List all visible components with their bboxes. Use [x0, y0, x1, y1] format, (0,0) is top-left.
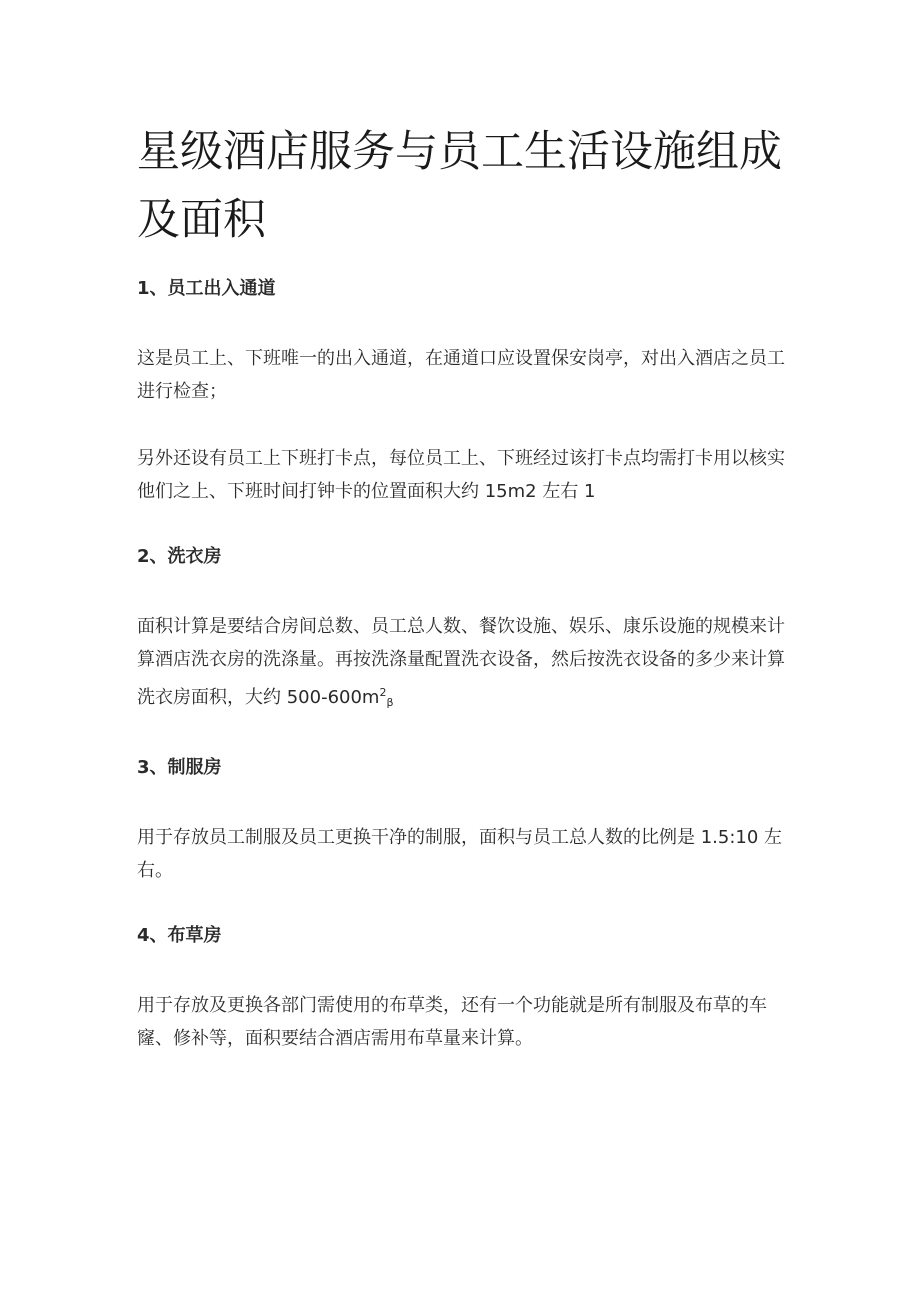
document-page: [137, 118, 787, 1089]
section-uniform-room: [137, 753, 787, 887]
section-laundry: [137, 542, 787, 719]
paragraph: [137, 610, 787, 719]
paragraph: 用于存放员工制服及员工更换干净的制服，面积与员工总人数的比例是 1.5:10 左右。: [137, 827, 783, 881]
section-heading: 3、制服房: [137, 757, 222, 778]
paragraph: 这是员工上、下班唯一的出入通道，在通道口应设置保安岗亭，对出入酒店之员工进行检查；: [137, 348, 785, 402]
subscript: β: [386, 696, 394, 709]
paragraph: 另外还设有员工上下班打卡点，每位员工上、下班经过该打卡点均需打卡用以核实他们之上、下班时间打钟卡的位置面积大约 15m2 左右 1: [137, 448, 785, 502]
superscript: 2: [379, 686, 387, 699]
section-heading: 2、洗衣房: [137, 546, 222, 567]
section-staff-entrance: [137, 274, 787, 508]
paragraph-text: 面积计算是要结合房间总数、员工总人数、餐饮设施、娱乐、康乐设施的规模来计算酒店洗衣房的洗涤量。再按洗涤量配置洗衣设备，然后按洗衣设备的多少来计算洗衣房面积，大约 500-600m: [137, 616, 785, 708]
paragraph: 用于存放及更换各部门需使用的布草类，还有一个功能就是所有制服及布草的车窿、修补等，面积要结合酒店需用布草量来计算。: [137, 995, 767, 1049]
document-title: 星级酒店服务与员工生活设施组成及面积: [137, 127, 782, 245]
section-heading: 1、员工出入通道: [137, 278, 276, 299]
section-heading: 4、布草房: [137, 925, 222, 946]
section-linen-room: [137, 921, 787, 1055]
